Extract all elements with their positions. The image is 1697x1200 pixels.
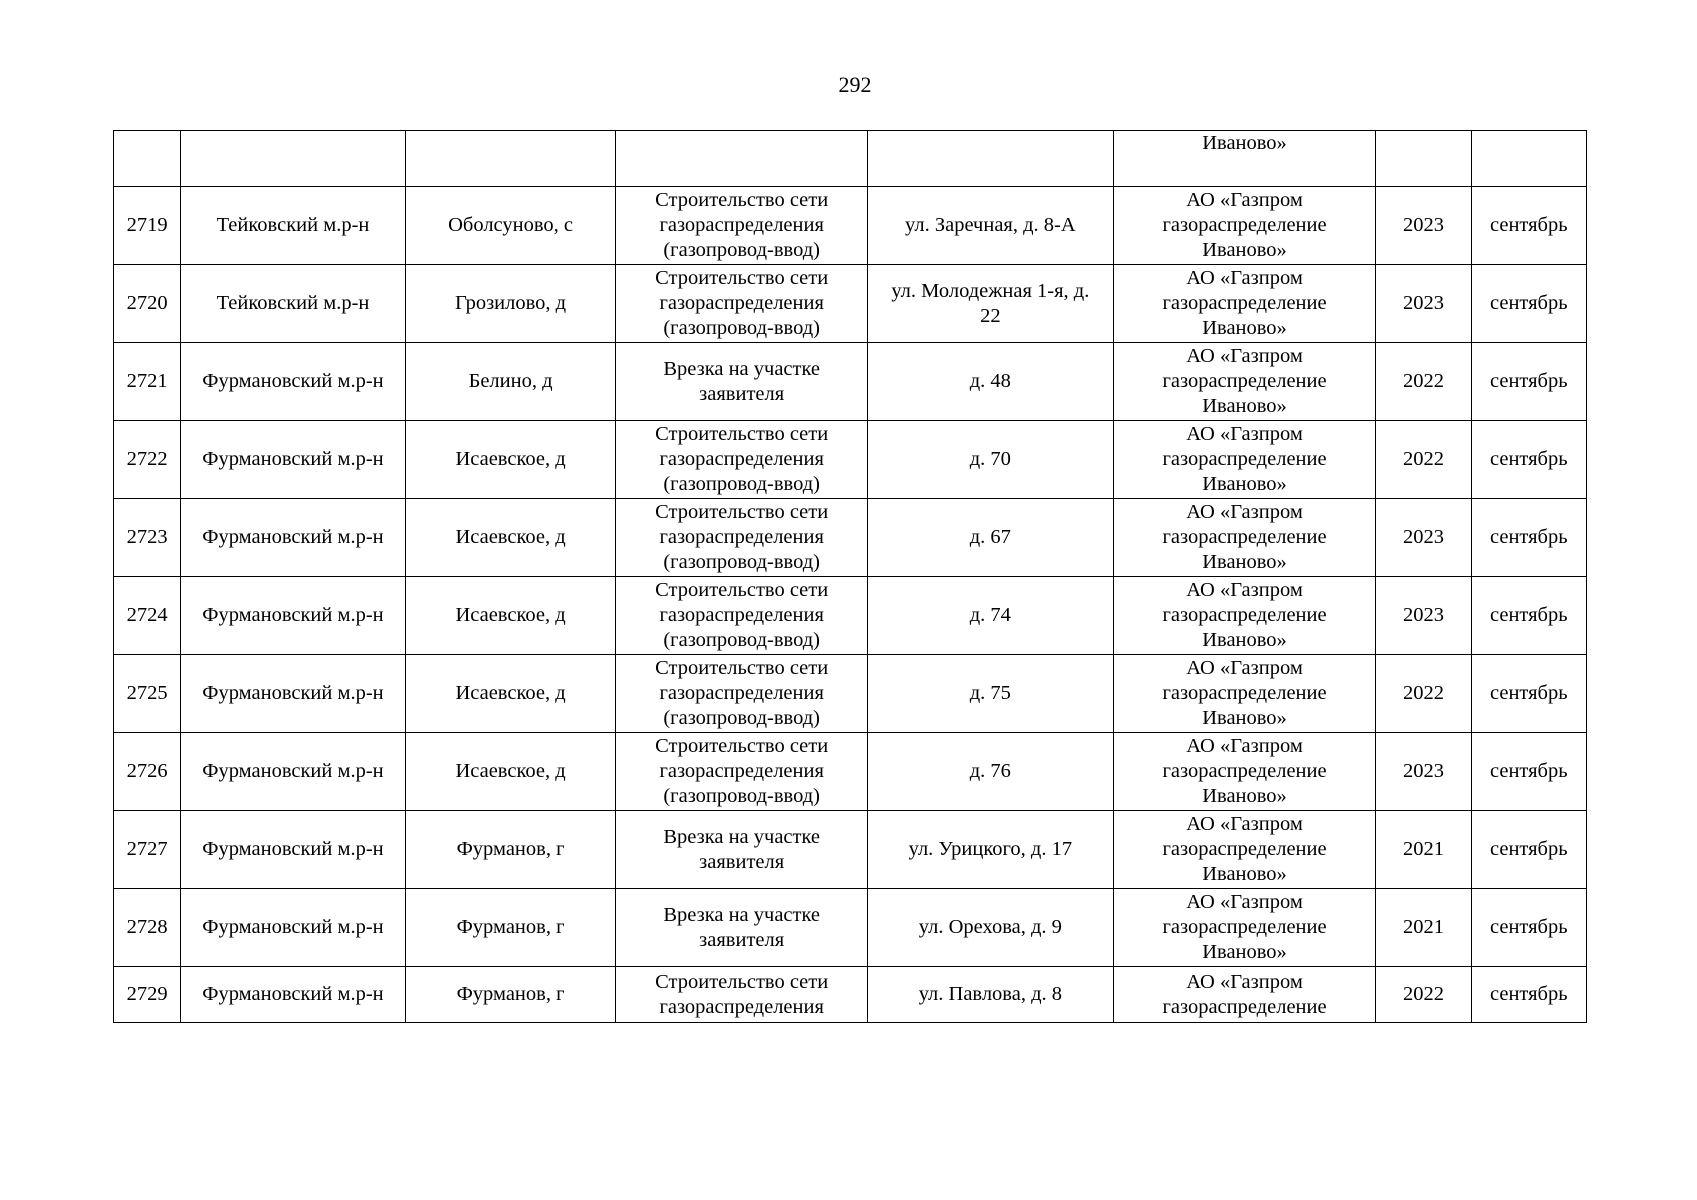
table-row [114, 577, 1587, 655]
cell-num: 2726 [114, 733, 181, 811]
cell-num: 2722 [114, 421, 181, 499]
cell-work [616, 131, 868, 187]
cell-num: 2721 [114, 343, 181, 421]
table-row [114, 421, 1587, 499]
cell-locality: Оболсуново, с [405, 187, 616, 265]
cell-district: Фурмановский м.р-н [181, 343, 406, 421]
cell-month: сентябрь [1471, 733, 1586, 811]
cell-work: Врезка на участке заявителя [616, 811, 868, 889]
table-row [114, 889, 1587, 967]
cell-num: 2729 [114, 967, 181, 1023]
cell-locality: Грозилово, д [405, 265, 616, 343]
cell-district: Фурмановский м.р-н [181, 889, 406, 967]
cell-district [181, 131, 406, 187]
cell-district: Фурмановский м.р-н [181, 421, 406, 499]
table-row [114, 655, 1587, 733]
cell-locality: Исаевское, д [405, 733, 616, 811]
cell-organization: АО «Газпром газораспределение [1113, 967, 1376, 1023]
cell-locality: Исаевское, д [405, 421, 616, 499]
cell-organization: АО «Газпром газораспределение Иваново» [1113, 733, 1376, 811]
table-row [114, 499, 1587, 577]
cell-district: Фурмановский м.р-н [181, 577, 406, 655]
cell-locality: Исаевское, д [405, 655, 616, 733]
cell-work: Строительство сети газораспределения (газопровод-ввод) [616, 499, 868, 577]
page-number: 292 [838, 72, 872, 97]
cell-locality: Исаевское, д [405, 577, 616, 655]
cell-year: 2022 [1376, 655, 1471, 733]
cell-month: сентябрь [1471, 967, 1586, 1023]
cell-address: д. 70 [868, 421, 1114, 499]
cell-district: Фурмановский м.р-н [181, 499, 406, 577]
cell-month: сентябрь [1471, 811, 1586, 889]
cell-organization: АО «Газпром газораспределение Иваново» [1113, 577, 1376, 655]
cell-address: д. 75 [868, 655, 1114, 733]
cell-num: 2728 [114, 889, 181, 967]
cell-work: Строительство сети газораспределения [616, 967, 868, 1023]
cell-locality [405, 131, 616, 187]
cell-year: 2022 [1376, 343, 1471, 421]
cell-year: 2023 [1376, 187, 1471, 265]
cell-organization: АО «Газпром газораспределение Иваново» [1113, 811, 1376, 889]
cell-organization: Иваново» [1113, 131, 1376, 187]
table-row [114, 811, 1587, 889]
cell-month: сентябрь [1471, 889, 1586, 967]
cell-locality: Исаевское, д [405, 499, 616, 577]
table-row [114, 265, 1587, 343]
cell-num: 2719 [114, 187, 181, 265]
cell-locality: Фурманов, г [405, 811, 616, 889]
cell-district: Фурмановский м.р-н [181, 655, 406, 733]
cell-year: 2021 [1376, 889, 1471, 967]
cell-address: д. 74 [868, 577, 1114, 655]
cell-organization: АО «Газпром газораспределение Иваново» [1113, 265, 1376, 343]
cell-address: д. 67 [868, 499, 1114, 577]
cell-month: сентябрь [1471, 655, 1586, 733]
table-row [114, 187, 1587, 265]
cell-organization: АО «Газпром газораспределение Иваново» [1113, 499, 1376, 577]
continuation-row [114, 131, 1587, 187]
cell-district: Тейковский м.р-н [181, 265, 406, 343]
cell-organization: АО «Газпром газораспределение Иваново» [1113, 655, 1376, 733]
cell-address: ул. Урицкого, д. 17 [868, 811, 1114, 889]
cell-address: д. 48 [868, 343, 1114, 421]
cell-year: 2023 [1376, 265, 1471, 343]
cell-year: 2021 [1376, 811, 1471, 889]
cell-work: Строительство сети газораспределения (газопровод-ввод) [616, 655, 868, 733]
cell-year: 2022 [1376, 967, 1471, 1023]
cell-work: Строительство сети газораспределения (газопровод-ввод) [616, 577, 868, 655]
cell-organization: АО «Газпром газораспределение Иваново» [1113, 421, 1376, 499]
table-row [114, 967, 1587, 1023]
cell-work: Врезка на участке заявителя [616, 889, 868, 967]
cell-year: 2023 [1376, 733, 1471, 811]
cell-month [1471, 131, 1586, 187]
cell-district: Фурмановский м.р-н [181, 811, 406, 889]
cell-address: д. 76 [868, 733, 1114, 811]
cell-address: ул. Молодежная 1-я, д. 22 [868, 265, 1114, 343]
cell-year: 2022 [1376, 421, 1471, 499]
cell-work: Строительство сети газораспределения (газопровод-ввод) [616, 733, 868, 811]
cell-address: ул. Павлова, д. 8 [868, 967, 1114, 1023]
cell-month: сентябрь [1471, 499, 1586, 577]
table-body [114, 131, 1587, 1023]
cell-num: 2724 [114, 577, 181, 655]
cell-num: 2720 [114, 265, 181, 343]
cell-district: Фурмановский м.р-н [181, 967, 406, 1023]
cell-work: Строительство сети газораспределения (газопровод-ввод) [616, 187, 868, 265]
table-row [114, 733, 1587, 811]
cell-address: ул. Заречная, д. 8-А [868, 187, 1114, 265]
cell-district: Тейковский м.р-н [181, 187, 406, 265]
cell-num [114, 131, 181, 187]
cell-year: 2023 [1376, 577, 1471, 655]
gasification-table [113, 130, 1587, 1023]
cell-work: Врезка на участке заявителя [616, 343, 868, 421]
cell-num: 2723 [114, 499, 181, 577]
cell-month: сентябрь [1471, 421, 1586, 499]
cell-work: Строительство сети газораспределения (газопровод-ввод) [616, 421, 868, 499]
cell-num: 2727 [114, 811, 181, 889]
cell-month: сентябрь [1471, 577, 1586, 655]
cell-address [868, 131, 1114, 187]
cell-num: 2725 [114, 655, 181, 733]
cell-locality: Фурманов, г [405, 889, 616, 967]
cell-organization: АО «Газпром газораспределение Иваново» [1113, 889, 1376, 967]
cell-year [1376, 131, 1471, 187]
cell-organization: АО «Газпром газораспределение Иваново» [1113, 187, 1376, 265]
cell-work: Строительство сети газораспределения (газопровод-ввод) [616, 265, 868, 343]
cell-address: ул. Орехова, д. 9 [868, 889, 1114, 967]
cell-locality: Фурманов, г [405, 967, 616, 1023]
cell-year: 2023 [1376, 499, 1471, 577]
cell-organization: АО «Газпром газораспределение Иваново» [1113, 343, 1376, 421]
cell-district: Фурмановский м.р-н [181, 733, 406, 811]
cell-month: сентябрь [1471, 265, 1586, 343]
cell-locality: Белино, д [405, 343, 616, 421]
cell-month: сентябрь [1471, 343, 1586, 421]
cell-month: сентябрь [1471, 187, 1586, 265]
table-row [114, 343, 1587, 421]
